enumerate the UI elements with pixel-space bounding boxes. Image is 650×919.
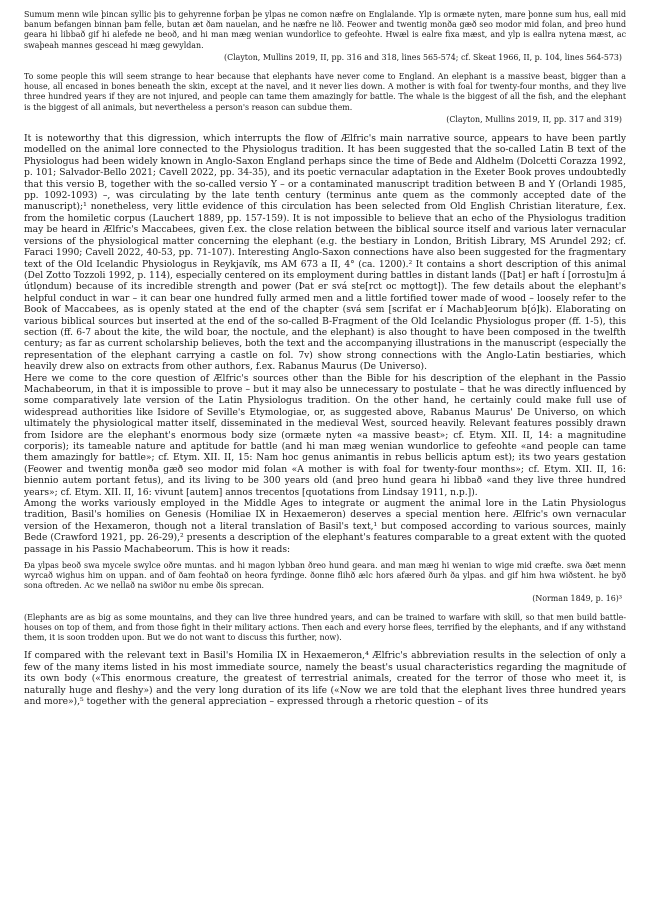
hexameron-citation: (Norman 1849, p. 16)³ — [532, 593, 622, 603]
translation-paragraph: To some people this will seem strange to hear because that elephants have never come to England. An elephant is a massive beast, bigger than a house, all encased in bones beneath the skin, except at the navel, and it never lies down. A mother is with foal for twenty-four months, and they live three hundred years if they are not injured, and people can tame them amazingly for battle. The whale is the biggest of all the fish, and the elephant is the biggest of all animals, but nevertheless a person's reason can subdue them. — [24, 72, 626, 112]
body-paragraph-sources: Here we come to the core question of Ælfric's sources other than the Bible for his description of the elephant in the Passio Machabeorum, in that it is impossible to prove – but it may also be unnecessary to postulate – that he was directly influenced by some comparatively late version of the Latin Physiologus tradition. On the other hand, he certainly could make full use of widespread authorities like Isidore of Seville's Etymologiae, or, as suggested above, Rabanus Maurus' De Universo, on which ultimately the physiological matter itself, disseminated in the medieval West, sourced heavily. Relevant features possibly drawn from Isidore are the elephant's enormous body size (ormæte nyten «a massive beast»; cf. Etym. XII. II, 14: a magnitudine corporis); its tameable nature and aptitude for battle (and hi man mæg wenian wundorlice to gefeohte «and people can tame them amazingly for battle»; cf. Etym. XII. II, 15: Nam hoc genus animantis in rebus bellicis aptum est); its two years gestation (Feower and twentig monða gæð seo modor mid folan «A mother is with foal for twenty-four months»; cf. Etym. XII. II, 16: biennio autem portant fetus), and its living to be 300 years old (and þreo hund geara hi libbað «and they live three hundred years»; cf. Etym. XII. II, 16: vivunt [autem] annos trecentos [quotations from Lindsay 1911, n.p.]). — [24, 373, 626, 498]
body-paragraph-physiologus: It is noteworthy that this digression, which interrupts the flow of Ælfric's main narrative source, appears to have been partly modelled on the animal lore connected to the Physiologus tradition. It has been suggested that the so-called Latin B text of the Physiologus had been widely known in Anglo-Saxon England perhaps since the time of Bede and Aldhelm (Dolcetti Corazza 1992, p. 101; Salvador-Bello 2021; Cavell 2022, pp. 34-35), and its poetic vernacular adaptation in the Exeter Book proves undoubtedly that this versio B, together with the so-called versio Y – or a contaminated manuscript tradition between B and Y (Orlandi 1985, pp. 1092-1093) –, was circulating by the late tenth century (terminus ante quem as the commonly accepted date of the manuscript);¹ nonetheless, very little evidence of this circulation has been selected from Old English Christian literature, f.ex. from the homiletic corpus (Lauchert 1889, pp. 157-159). It is not impossible to believe that an echo of the Physiologus tradition may be heard in Ælfric's Maccabees, given f.ex. the close relation between the biblical source itself and various later vernacular versions of the physiological matter concerning the elephant (e.g. the bestiary in London, British Library, MS Arundel 292; cf. Faraci 1990; Cavell 2022, 40-53, pp. 71-107). Interesting Anglo-Saxon connections have also been suggested for the fragmentary text of the Old Icelandic Physiologus in Reykjavík, ms AM 673 a II, 4° (ca. 1200).² It contains a short description of this animal (Del Zotto Tozzoli 1992, p. 114), especially centered on its employment during battles in distant lands ([Þat] er haft í [orrostu]m á útlǫndum) because of its incredible strength and power (Þat er svá ste[rct oc mǫttogt]). The few details about the elephant's helpful conduct in war – it can bear one hundred fully armed men and a little fortified tower made of wood – loosely refer to the Book of Maccabees, as is openly stated at the end of the chapter (svá sem [scrifat er í Machab]eorum b[ó]k). Elaborating on various biblical sources but inserted at the end of the so-called B-Fragment of the Old Icelandic Physiologus proper (ff. 1-5), this section (ff. 6-7 about the kite, the wild boar, the noctule, and the elephant) is also thought to have been composed in the twelfth century; as far as current scholarship believes, both the text and the accompanying illustrations in the manuscript (especially the representation of the elephant carrying a castle on fol. 7v) show strong connections with the Anglo-Latin bestiaries, which heavily drew also on extracts from other authors, f.ex. Rabanus Maurus (De Universo). — [24, 134, 626, 373]
quotation-citation: (Clayton, Mullins 2019, II, pp. 316 and 318, lines 565-574; cf. Skeat 1966, II, p. 104, lines 564-573) — [224, 52, 622, 62]
hexameron-quotation: Ða ylpas beoð swa mycele swylce oðre muntas. and hi magon lybban ðreo hund geara. and man mæg hi wenian to wige mid cræfte. swa ðæt menn wyrcað wighus him on uppan. and of ðam feohtað on heora fyrdinge. ðonne flihð ælc hors afæred ðurh ða ylpas. and gif him hwa wiðstent. he byð sona oftreden. Ac we nellað na swiðor nu embe ðis sprecan. — [24, 561, 626, 591]
body-paragraph-hexameron: Among the works variously employed in the Middle Ages to integrate or augment the animal lore in the Latin Physiologus tradition, Basil's homilies on Genesis (Homiliae IX in Hexaemeron) deserves a special mention here. Ælfric's own vernacular version of the Hexameron, though not a literal translation of Basil's text,¹ but composed according to various sources, mainly Bede (Crawford 1921, pp. 26-29),² presents a description of the elephant's features comparable to a great extent with the quoted passage in his Passio Machabeorum. This is how it reads: — [24, 499, 626, 555]
old-english-quotation: Sumum menn wile þincan syllic þis to gehyrenne forþan þe ylpas ne comon næfre on Englalande. Ylp is ormæte nyten, mare þonne sum hus, eall mid banum befangen binnan þam felle, butan æt ðam nauelan, and he næfre ne lið. Feower and twentig monða gæð seo modor mid folan, and þreo hund geara hi libbað gif hi alefede ne beoð, and hi man mæg wenian wundorlice to gefeohte. Hwæl is ealre fixa mæst, and ylp is eallra nytena mæst, ac swaþeah mannes gescead hi mæg gewyldan. — [24, 10, 626, 50]
hexameron-translation: (Elephants are as big as some mountains, and they can live three hundred years, and can be trained to warfare with skill, so that men build battle-houses on top of them, and from those fight in their military actions. Then each and every horse flees, terrified by the elephants, and if any withstand them, it is soon trodden upon. But we do not want to discuss this further, now). — [24, 612, 626, 643]
translation-citation: (Clayton, Mullins 2019, II, pp. 317 and 319) — [446, 114, 622, 124]
body-paragraph-basil: If compared with the relevant text in Basil's Homilia IX in Hexaemeron,⁴ Ælfric's abbreviation results in the selection of only a few of the many items listed in his most immediate source, namely the beast's usual characteristics regarding the magnitude of its own body («This enormous creature, the greatest of terrestrial animals, created for the terror of those who meet it, is naturally huge and fleshy») and the very long duration of its life («Now we are told that the elephant lives three hundred years and more»),⁵ together with the general appreciation – expressed through a rhetoric question – of its — [24, 651, 626, 708]
